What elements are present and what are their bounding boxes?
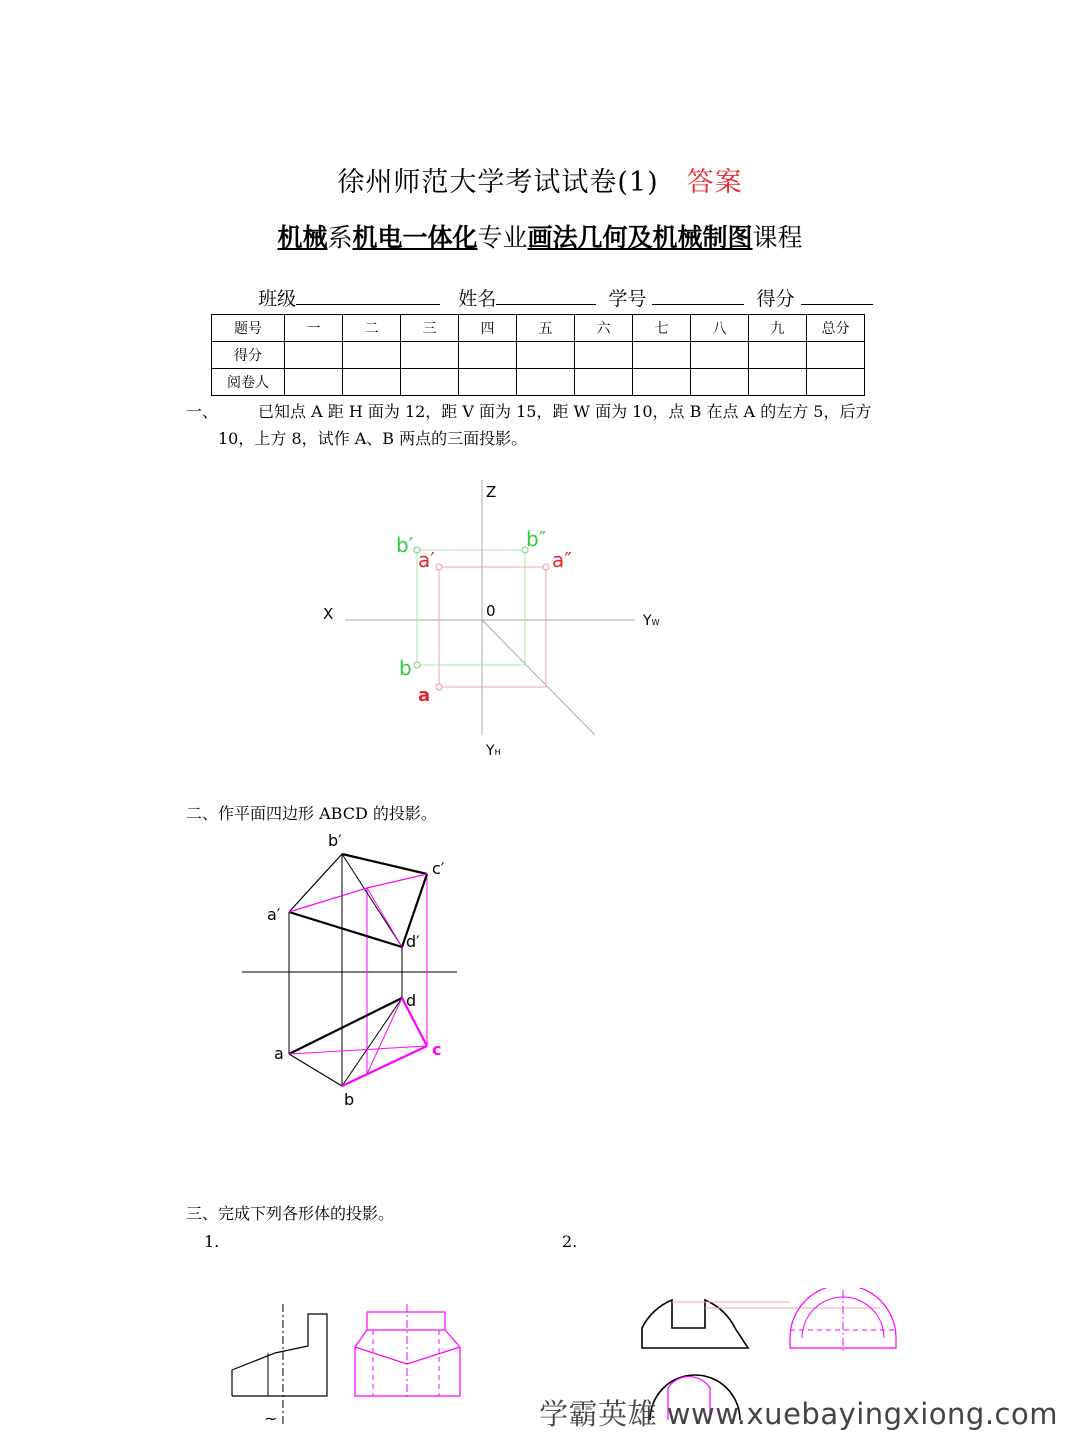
col-header-5: 五 (517, 315, 575, 342)
score-cell[interactable] (459, 342, 517, 369)
front-bc-thick (342, 854, 427, 874)
a-prime-point (436, 564, 442, 570)
yh-45-line (482, 620, 595, 735)
top-bc-thick (342, 1046, 427, 1086)
major-name: 机电一体化 (352, 223, 478, 252)
b-dprime-label: b″ (526, 527, 547, 551)
score-cell[interactable] (575, 342, 633, 369)
grader-cell[interactable] (401, 369, 459, 396)
dept-suffix: 系 (327, 223, 353, 252)
score-cell[interactable] (749, 342, 807, 369)
front-ab-bc (289, 854, 427, 912)
grader-cell[interactable] (633, 369, 691, 396)
course-subtitle (0, 218, 1080, 254)
id-label: 学号 (608, 288, 647, 310)
q1-number: 一、 (186, 402, 219, 421)
name-label: 姓名 (458, 288, 497, 310)
fig1-left-outline (232, 1314, 327, 1396)
top-ac (289, 1046, 427, 1054)
yh-label: YH (486, 743, 501, 759)
course-suffix: 课程 (752, 223, 803, 252)
fig1-tilde: ~ (264, 1409, 278, 1428)
q1-line1: 已知点 A 距 H 面为 12，距 V 面为 15，距 W 面为 10，点 B 在点 A 的左方 5，后方 (258, 402, 872, 421)
a-label: a (274, 1044, 284, 1063)
col-header-9: 九 (749, 315, 807, 342)
col-header-3: 三 (401, 315, 459, 342)
answer-label: 答案 (686, 167, 743, 198)
a-prime-label: a′ (267, 905, 281, 924)
score-table-header-row (212, 315, 865, 342)
grader-cell[interactable] (691, 369, 749, 396)
d-prime-label: d′ (406, 932, 420, 951)
grader-cell[interactable] (807, 369, 865, 396)
student-info-line (246, 262, 873, 311)
top-ad-thick (289, 998, 402, 1054)
q3-sub1-label: 1. (204, 1232, 220, 1251)
score-cell[interactable] (691, 342, 749, 369)
q2-text: 二、作平面四边形 ABCD 的投影。 (186, 804, 437, 823)
row-header-grader: 阅卷人 (212, 369, 285, 396)
front-ad-thick (289, 912, 402, 947)
col-header-2: 二 (343, 315, 401, 342)
top-aux (367, 998, 402, 1074)
score-table-grader-row (212, 369, 865, 396)
grader-cell[interactable] (285, 369, 343, 396)
row-header-score: 得分 (212, 342, 285, 369)
b-label: b (344, 1090, 355, 1109)
grader-cell[interactable] (343, 369, 401, 396)
id-blank[interactable] (652, 286, 744, 305)
q3-sub2-label: 2. (562, 1232, 578, 1251)
c-prime-label: c′ (432, 859, 445, 878)
score-cell[interactable] (633, 342, 691, 369)
top-ab (289, 1054, 342, 1086)
x-label: X (323, 605, 334, 623)
origin-label: 0 (486, 602, 496, 620)
score-cell[interactable] (807, 342, 865, 369)
score-cell[interactable] (285, 342, 343, 369)
score-blank[interactable] (801, 286, 873, 305)
front-bd-diag (342, 854, 402, 947)
col-header-8: 八 (691, 315, 749, 342)
q3-figure-1 (220, 1290, 480, 1430)
front-aux-line-2 (367, 874, 427, 888)
b-label: b (399, 656, 412, 680)
col-header-6: 六 (575, 315, 633, 342)
title-text: 徐州师范大学考试试卷(1) (337, 167, 659, 198)
page-title (0, 160, 1080, 199)
d-label: d (406, 991, 417, 1010)
grader-cell[interactable] (459, 369, 517, 396)
score-cell[interactable] (343, 342, 401, 369)
q3-text: 三、完成下列各形体的投影。 (186, 1204, 395, 1223)
course-name: 画法几何及机械制图 (527, 223, 753, 252)
q1-figure (300, 470, 700, 770)
b-point (414, 662, 420, 668)
b-prime-label: b′ (396, 533, 414, 557)
q1-line2: 10，上方 8，试作 A、B 两点的三面投影。 (218, 429, 528, 448)
grader-cell[interactable] (517, 369, 575, 396)
col-header-total: 总分 (807, 315, 865, 342)
yw-label: YW (643, 613, 660, 629)
class-blank[interactable] (296, 286, 440, 305)
a-dprime-point (543, 564, 549, 570)
a-label: a (418, 685, 431, 706)
score-cell[interactable] (517, 342, 575, 369)
a-point (436, 684, 442, 690)
col-header-7: 七 (633, 315, 691, 342)
grader-cell[interactable] (575, 369, 633, 396)
col-header-4: 四 (459, 315, 517, 342)
name-blank[interactable] (496, 286, 596, 305)
q2-figure (235, 828, 475, 1118)
a-dprime-label: a″ (552, 548, 572, 572)
score-table (211, 314, 865, 396)
c-label: c (432, 1040, 442, 1059)
dept-name: 机械 (277, 223, 328, 252)
fig2-front-outline (642, 1300, 748, 1348)
score-table-score-row (212, 342, 865, 369)
a-prime-label: a′ (418, 548, 435, 572)
grader-cell[interactable] (749, 369, 807, 396)
class-label: 班级 (258, 288, 297, 310)
score-label: 得分 (756, 288, 795, 310)
col-header-1: 一 (285, 315, 343, 342)
score-cell[interactable] (401, 342, 459, 369)
row-header-question-no: 题号 (212, 315, 285, 342)
watermark: 学霸英雄 www.xuebayingxiong.com (539, 1397, 1058, 1431)
b-prime-label: b′ (328, 831, 342, 850)
major-suffix: 专业 (477, 223, 528, 252)
fig1-right-top-rect (367, 1312, 445, 1330)
z-label: Z (486, 483, 497, 501)
